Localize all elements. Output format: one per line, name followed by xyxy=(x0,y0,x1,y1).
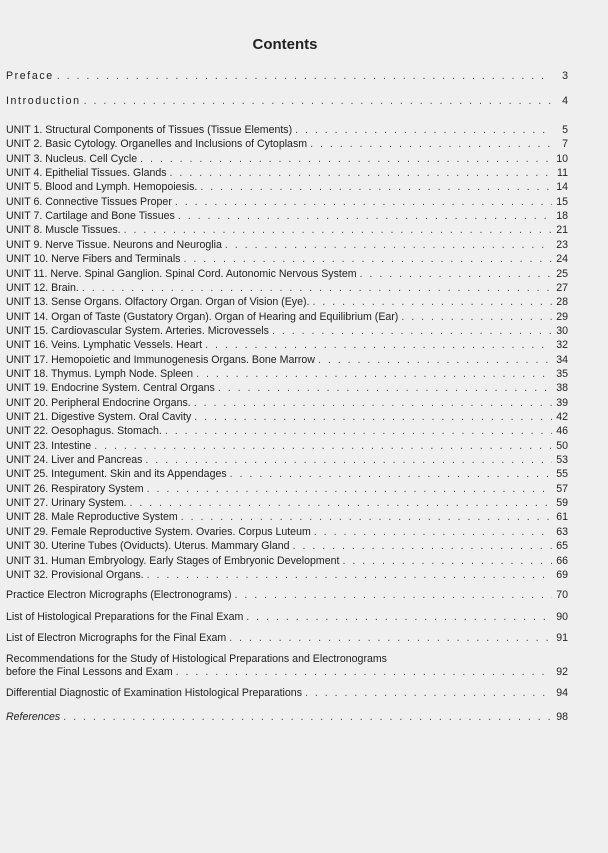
toc-entry-unit-14 xyxy=(6,311,568,324)
toc-entry-unit-15 xyxy=(6,325,568,338)
leader-dots xyxy=(225,239,552,252)
toc-entry-label: UNIT 11. Nerve. Spinal Ganglion. Spinal Cord. Autonomic Nervous System xyxy=(6,267,357,280)
toc-entry-unit-6 xyxy=(6,196,568,209)
toc-entry-unit-25 xyxy=(6,468,568,481)
toc-entry-label: UNIT 24. Liver and Pancreas xyxy=(6,454,143,467)
leader-dots xyxy=(295,124,552,137)
toc-entry-unit-7 xyxy=(6,210,568,223)
toc-entry-unit-8 xyxy=(6,224,568,237)
toc-page-number: 69 xyxy=(556,568,568,581)
toc-entry-label: UNIT 18. Thymus. Lymph Node. Spleen xyxy=(6,367,194,380)
toc-entry-unit-24 xyxy=(6,454,568,467)
toc-entry-unit-10 xyxy=(6,253,568,266)
leader-dots xyxy=(310,138,552,151)
toc-entry-differential-diagnostic xyxy=(6,687,568,700)
toc-page-number: 4 xyxy=(562,95,568,107)
toc-entry-label: UNIT 19. Endocrine System. Central Organs xyxy=(6,382,215,395)
toc-entry-label: UNIT 5. Blood and Lymph. Hemopoiesis. xyxy=(6,181,198,194)
toc-entry-label-line1: Recommendations for the Study of Histological Preparations and Electronograms xyxy=(6,653,387,665)
leader-dots xyxy=(401,311,552,324)
toc-entry-unit-17 xyxy=(6,354,568,367)
leader-dots xyxy=(230,468,552,481)
toc-entry-label: UNIT 16. Veins. Lymphatic Vessels. Heart xyxy=(6,339,203,352)
leader-dots xyxy=(200,181,552,194)
leader-dots xyxy=(181,511,552,524)
toc-page-number: 38 xyxy=(556,382,568,395)
toc-page-number: 39 xyxy=(556,396,568,409)
leader-dots xyxy=(129,497,552,510)
toc-entry-label: UNIT 12. Brain. xyxy=(6,281,79,294)
toc-entry-electron-micrographs-list xyxy=(6,632,568,645)
toc-page-number: 35 xyxy=(556,367,568,380)
leader-dots xyxy=(63,711,552,724)
toc-entry-label: UNIT 23. Intestine xyxy=(6,439,92,452)
toc-page-number: 10 xyxy=(556,152,568,165)
toc-entry-practice-electron-micrographs xyxy=(6,589,568,602)
toc-entry-label: UNIT 3. Nucleus. Cell Cycle xyxy=(6,152,138,165)
toc-page-number: 42 xyxy=(556,411,568,423)
toc-entry-unit-28 xyxy=(6,511,568,524)
leader-dots xyxy=(170,167,552,180)
toc-entry-label: UNIT 9. Nerve Tissue. Neurons and Neuroglia xyxy=(6,238,222,251)
leader-dots xyxy=(293,540,552,553)
leader-dots xyxy=(94,440,552,453)
toc-entry-label: UNIT 2. Basic Cytology. Organelles and Inclusions of Cytoplasm xyxy=(6,138,308,151)
toc-entry-unit-16 xyxy=(6,339,568,352)
toc-page-number: 57 xyxy=(556,482,568,495)
toc-entry-unit-30 xyxy=(6,540,568,553)
leader-dots xyxy=(235,589,553,602)
toc-entry-unit-19 xyxy=(6,382,568,395)
toc-entry-label: UNIT 28. Male Reproductive System xyxy=(6,511,178,524)
toc-page-number: 18 xyxy=(556,210,568,223)
toc-entry-label: Introduction xyxy=(6,95,81,107)
toc-page-number: 50 xyxy=(556,439,568,452)
toc-entry-label: UNIT 17. Hemopoietic and Immunogenesis Organs. Bone Marrow xyxy=(6,353,315,366)
toc-entry-label: References xyxy=(6,711,61,723)
toc-entry-references xyxy=(6,711,568,724)
toc-page-number: 55 xyxy=(556,468,568,481)
toc-entry-label: UNIT 21. Digestive System. Oral Cavity xyxy=(6,411,192,423)
toc-entry-label: UNIT 4. Epithelial Tissues. Glands xyxy=(6,167,167,180)
toc-page-number: 29 xyxy=(556,310,568,323)
toc-page-number: 34 xyxy=(556,353,568,366)
leader-dots xyxy=(176,666,552,679)
toc-entry-preface xyxy=(6,70,568,83)
toc-page-number: 3 xyxy=(562,70,568,82)
leader-dots xyxy=(82,282,552,295)
leader-dots xyxy=(318,354,552,367)
leader-dots xyxy=(196,368,552,381)
toc-entry-unit-3 xyxy=(6,153,568,166)
toc-entry-recommendations xyxy=(6,653,568,679)
toc-entry-unit-13 xyxy=(6,296,568,309)
leader-dots xyxy=(360,268,552,281)
leader-dots xyxy=(124,224,552,237)
toc-entry-unit-29 xyxy=(6,526,568,539)
toc-entry-label-line2: before the Final Lessons and Exam xyxy=(6,666,173,678)
leader-dots xyxy=(57,70,552,83)
leader-dots xyxy=(194,411,552,424)
toc-page-number: 27 xyxy=(556,281,568,294)
toc-entry-unit-23 xyxy=(6,440,568,453)
leader-dots xyxy=(84,95,552,108)
toc-page-number: 30 xyxy=(556,324,568,337)
toc-entry-unit-11 xyxy=(6,268,568,281)
toc-entry-unit-2 xyxy=(6,138,568,151)
toc-page-number: 65 xyxy=(556,540,568,553)
toc-page-number: 23 xyxy=(556,238,568,251)
toc-entry-unit-20 xyxy=(6,397,568,410)
leader-dots xyxy=(246,611,552,624)
leader-dots xyxy=(175,196,552,209)
toc-entry-label: Preface xyxy=(6,70,54,82)
toc-entry-label: List of Electron Micrographs for the Final Exam xyxy=(6,632,227,644)
toc-entry-label: UNIT 10. Nerve Fibers and Terminals xyxy=(6,253,181,266)
leader-dots xyxy=(312,296,552,309)
toc-entry-unit-5 xyxy=(6,181,568,194)
toc-page-number: 11 xyxy=(557,167,568,180)
toc-page-number: 32 xyxy=(556,339,568,352)
toc-page-number: 53 xyxy=(556,454,568,467)
toc-entry-unit-21 xyxy=(6,411,568,424)
toc-entry-unit-12 xyxy=(6,282,568,295)
toc-page-number: 61 xyxy=(556,511,568,524)
toc-entry-label: UNIT 26. Respiratory System xyxy=(6,482,144,495)
toc-entry-unit-9 xyxy=(6,239,568,252)
toc-page-number: 14 xyxy=(556,181,568,194)
leader-dots xyxy=(218,382,552,395)
toc-entry-label: UNIT 15. Cardiovascular System. Arteries. Microvessels xyxy=(6,324,269,337)
leader-dots xyxy=(165,425,552,438)
toc-entry-label: Practice Electron Micrographs (Electronograms) xyxy=(6,589,232,601)
leader-dots xyxy=(140,153,552,166)
leader-dots xyxy=(205,339,552,352)
toc-entry-unit-27 xyxy=(6,497,568,510)
toc-entry-label: UNIT 29. Female Reproductive System. Ovaries. Corpus Luteum xyxy=(6,525,311,538)
toc-entry-unit-18 xyxy=(6,368,568,381)
toc-entry-unit-31 xyxy=(6,555,568,568)
leader-dots xyxy=(145,454,552,467)
leader-dots xyxy=(183,253,552,266)
leader-dots xyxy=(147,483,552,496)
toc-entry-label: UNIT 14. Organ of Taste (Gustatory Organ). Organ of Hearing and Equilibrium (Ear) xyxy=(6,310,399,323)
leader-dots xyxy=(229,632,552,645)
toc-entry-unit-32 xyxy=(6,569,568,582)
toc-page-number: 94 xyxy=(556,687,568,699)
toc-entry-label: UNIT 22. Oesophagus. Stomach. xyxy=(6,425,162,438)
toc-page-number: 24 xyxy=(556,253,568,266)
toc-entry-label: UNIT 30. Uterine Tubes (Oviducts). Uterus. Mammary Gland xyxy=(6,540,290,553)
leader-dots xyxy=(342,555,552,568)
toc-entry-label: UNIT 25. Integument. Skin and its Appendages xyxy=(6,468,227,481)
leader-dots xyxy=(305,687,552,700)
toc-entry-histological-preparations-list xyxy=(6,611,568,624)
toc-entry-label: UNIT 31. Human Embryology. Early Stages of Embryonic Development xyxy=(6,554,340,567)
toc-entry-label: UNIT 1. Structural Components of Tissues (Tissue Elements) xyxy=(6,124,293,136)
toc-page-number: 91 xyxy=(556,632,568,644)
leader-dots xyxy=(178,210,552,223)
toc-page-number: 21 xyxy=(556,224,568,237)
toc-page-number: 46 xyxy=(556,425,568,438)
page-title: Contents xyxy=(252,36,318,53)
toc-entry-unit-1 xyxy=(6,124,568,137)
toc-entry-label: UNIT 8. Muscle Tissues. xyxy=(6,224,121,237)
toc-entry-introduction xyxy=(6,95,568,108)
toc-page-number: 7 xyxy=(562,138,568,151)
leader-dots xyxy=(194,397,552,410)
toc-page-number: 66 xyxy=(556,554,568,567)
leader-dots xyxy=(314,526,552,539)
toc-page-number: 98 xyxy=(556,711,568,723)
toc-page-number: 90 xyxy=(556,611,568,623)
toc-entry-unit-22 xyxy=(6,425,568,438)
toc-page-number: 59 xyxy=(556,497,568,510)
toc-entry-unit-4 xyxy=(6,167,568,180)
toc-entry-label: UNIT 27. Urinary System. xyxy=(6,497,127,510)
toc-page-number: 28 xyxy=(556,296,568,309)
toc-page-number: 70 xyxy=(556,589,568,601)
toc-entry-label: UNIT 20. Peripheral Endocrine Organs. xyxy=(6,396,191,409)
leader-dots xyxy=(147,569,552,582)
toc-entry-label: UNIT 13. Sense Organs. Olfactory Organ. Organ of Vision (Eye). xyxy=(6,296,310,309)
toc-entry-label: UNIT 32. Provisional Organs. xyxy=(6,568,144,581)
toc-page-number: 5 xyxy=(562,124,568,136)
leader-dots xyxy=(272,325,552,338)
toc-entry-label: List of Histological Preparations for the Final Exam xyxy=(6,611,244,623)
toc-page-number: 25 xyxy=(556,267,568,280)
toc-page-number: 15 xyxy=(556,195,568,208)
toc-entry-label: Differential Diagnostic of Examination Histological Preparations xyxy=(6,687,302,699)
toc-entry-label: UNIT 6. Connective Tissues Proper xyxy=(6,195,172,208)
toc-page-number: 63 xyxy=(556,525,568,538)
toc-entry-unit-26 xyxy=(6,483,568,496)
toc-entry-label: UNIT 7. Cartilage and Bone Tissues xyxy=(6,210,175,223)
toc-page-number: 92 xyxy=(556,666,568,678)
